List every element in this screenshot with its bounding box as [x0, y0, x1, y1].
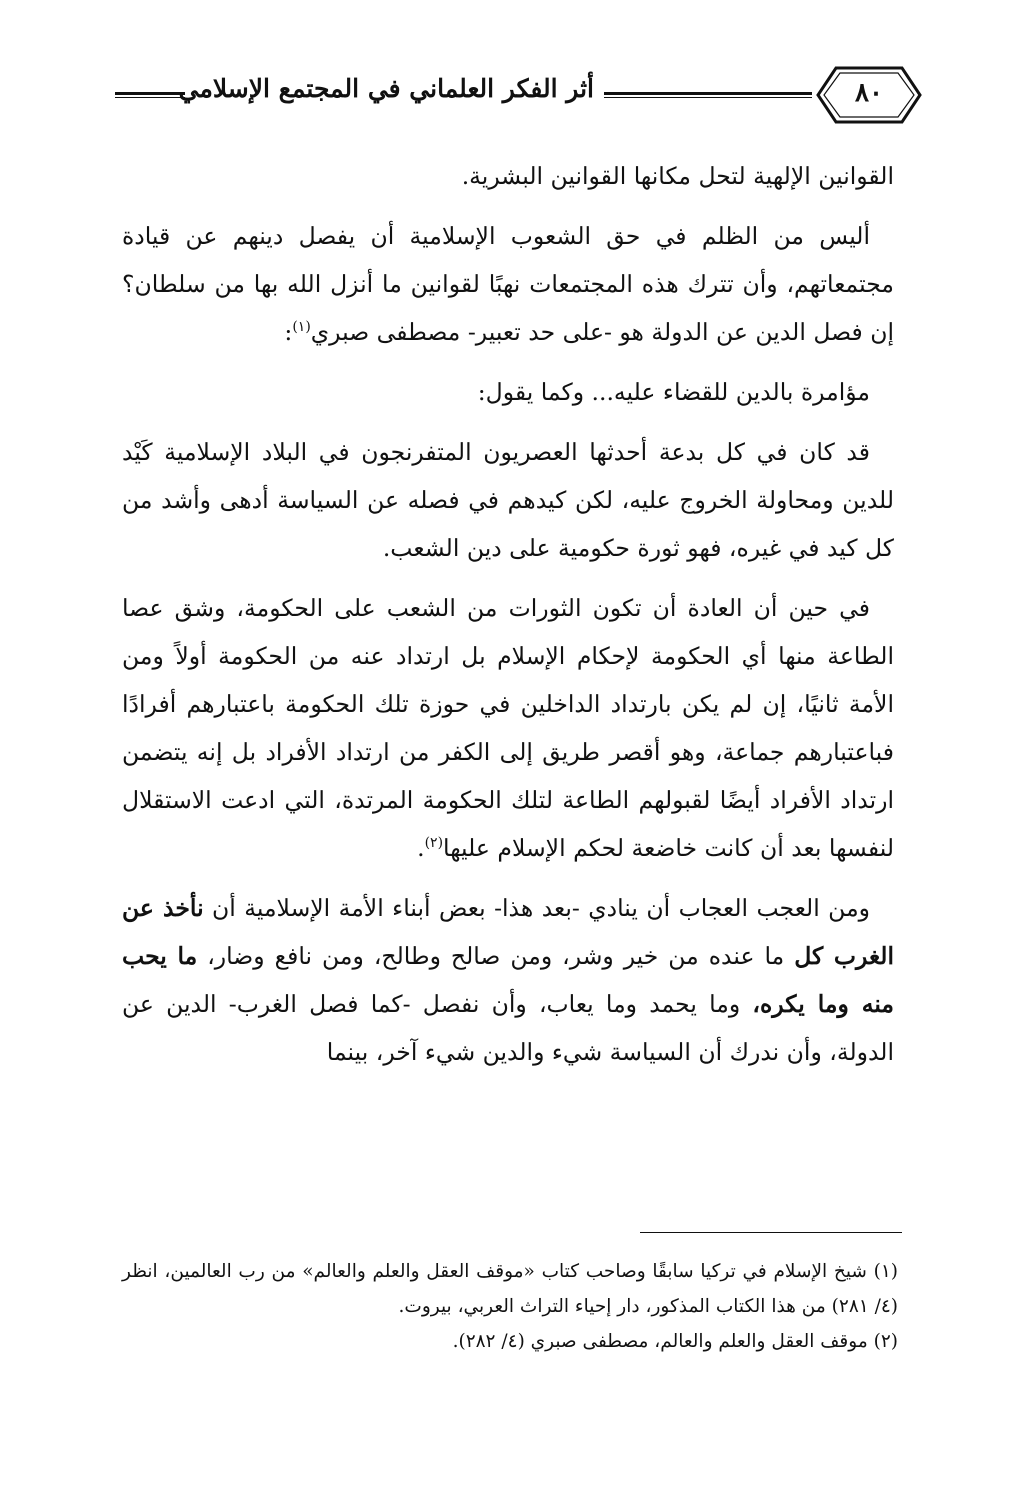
paragraph-text: قد كان في كل بدعة أحدثها العصريون المتفرنجون في البلاد الإسلامية كَيْد للدين ومحاولة الخروج عليه، لكن كيدهم في فصله عن السياسة أدهى وأشد من كل كيد في غيره، فهو ثورة حكومية على دين الشعب.	[122, 438, 894, 562]
paragraph	[122, 368, 894, 416]
footnote-divider	[640, 1232, 902, 1233]
emphasis-text: ما يحب منه وما يكره،	[122, 942, 894, 1018]
running-header	[115, 62, 924, 132]
quote-paragraph	[122, 584, 894, 872]
main-text	[122, 152, 894, 1088]
paragraph-tail: :	[284, 318, 293, 346]
paragraph	[122, 212, 894, 356]
footnote-ref: (١)	[292, 319, 311, 336]
paragraph-text: وما يحمد وما يعاب، وأن نفصل -كما فصل الغرب- الدين عن الدولة، وأن ندرك أن السياسة شيء والدين شيء آخر، بينما	[122, 990, 894, 1066]
footnotes	[122, 1254, 898, 1359]
paragraph-tail: .	[417, 834, 425, 862]
header-rule-left	[115, 92, 185, 98]
paragraph-text: ومن العجب العجاب أن ينادي -بعد هذا- بعض أبناء الأمة الإسلامية أن	[203, 894, 871, 922]
emphasis-text: نأخذ عن الغرب كل	[122, 894, 894, 970]
paragraph-text: القوانين الإلهية لتحل مكانها القوانين البشرية.	[461, 162, 894, 190]
paragraph-text: في حين أن العادة أن تكون الثورات من الشعب على الحكومة، وشق عصا الطاعة منها أي الحكومة لإحكام الإسلام بل ارتداد عنه من الحكومة أولاً ومن الأمة ثانيًا، إن لم يكن بارتداد الداخلين في حوزة تلك الحكومة باعتبارهم أفرادًا فباعتبارهم جماعة، وهو أقصر طريق إلى الكفر من ارتداد الأفراد بل إنه يتضمن ارتداد الأفراد أيضًا لقبولهم الطاعة لتلك الحكومة المرتدة، التي ادعت الاستقلال لنفسها بعد أن كانت خاضعة لحكم الإسلام عليها	[122, 594, 894, 862]
quote-paragraph	[122, 428, 894, 572]
footnote: (٢) موقف العقل والعلم والعالم، مصطفى صبري (٤/ ٢٨٢).	[452, 1331, 898, 1352]
paragraph	[122, 152, 894, 200]
page-number: ٨٠	[855, 78, 883, 108]
paragraph-text: أليس من الظلم في حق الشعوب الإسلامية أن يفصل دينهم عن قيادة مجتمعاتهم، وأن تترك هذه المجتمعات نهبًا لقوانين ما أنزل الله بها من سلطان؟ إن فصل الدين عن الدولة هو -على حد تعبير- مصطفى صبري	[122, 222, 894, 346]
footnote-ref: (٢)	[424, 835, 444, 852]
paragraph	[122, 884, 894, 1076]
footnote: (١) شيخ الإسلام في تركيا سابقًا وصاحب كتاب «موقف العقل والعلم والعالم» من رب العالمين، انظر (٤/ ٢٨١) من هذا الكتاب المذكور، دار إحياء التراث العربي، بيروت.	[122, 1261, 898, 1317]
page-number-badge	[814, 64, 924, 126]
paragraph-text: مؤامرة بالدين للقضاء عليه... وكما يقول:	[477, 378, 870, 406]
paragraph-text: ما عنده من خير وشر، ومن صالح وطالح، ومن نافع وضار،	[197, 942, 795, 970]
book-title: أثر الفكر العلماني في المجتمع الإسلامي	[178, 74, 594, 103]
header-rule-right	[604, 92, 812, 98]
